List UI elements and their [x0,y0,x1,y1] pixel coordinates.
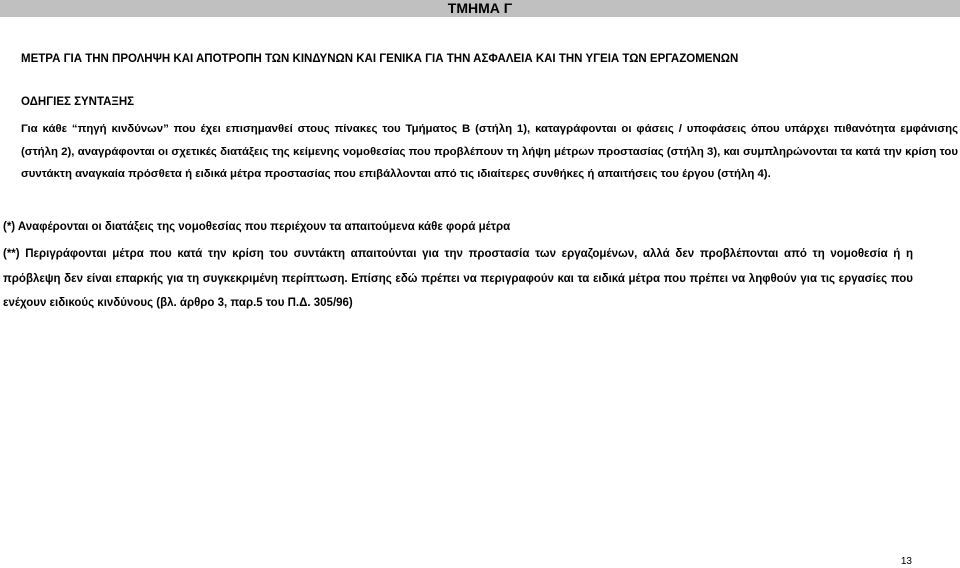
footnote-additional-measures: (**) Περιγράφονται μέτρα που κατά την κρίση του συντάκτη απαιτούνται για την προστασία των εργαζομένων, αλλά δεν προβλέπονται από τη νομοθεσία ή η πρόβλεψη δεν είναι επαρκής για τη συγκεκριμένη περίπτωση. Επίσης εδώ πρέπει να περιγραφούν και τα ειδικά μέτρα που πρέπει να ληφθούν για τις εργασίες που ενέχουν ειδικούς κινδύνους (βλ. άρθρο 3, παρ.5 του Π.Δ. 305/96) [3,248,913,309]
instructions-body: Για κάθε “πηγή κινδύνων” που έχει επισημανθεί στους πίνακες του Τμήματος Β (στήλη 1), καταγράφονται οι φάσεις / υποφάσεις όπου υπάρχει πιθανότητα εμφάνισης (στήλη 2), αναγράφονται οι σχετικές διατάξεις της κείμενης νομοθεσίας που προβλέπουν τη λήψη μέτρων προστασίας (στήλη 3), και συμπληρώνονται τα κατά την κρίση του συντάκτη αναγκαία πρόσθετα ή ειδικά μέτρα προστασίας που επιβάλλονται από τις ιδιαίτερες συνθήκες ή απαιτήσεις του έργου (στήλη 4). [21,123,958,180]
footnote-legislation: (*) Αναφέρονται οι διατάξεις της νομοθεσίας που περιέχουν τα απαιτούμενα κάθε φορά μέτρα [3,221,511,233]
instructions-heading: ΟΔΗΓΙΕΣ ΣΥΝΤΑΞΗΣ [21,96,135,108]
page-number: 13 [900,556,912,567]
section-header: ΤΜΗΜΑ Γ [0,0,960,17]
main-title: ΜΕΤΡΑ ΓΙΑ ΤΗΝ ΠΡΟΛΗΨΗ ΚΑΙ ΑΠΟΤΡΟΠΗ ΤΩΝ ΚΙΝΔΥΝΩΝ ΚΑΙ ΓΕΝΙΚΑ ΓΙΑ ΤΗΝ ΑΣΦΑΛΕΙΑ ΚΑΙ ΤΗΝ ΥΓΕΙΑ ΤΩΝ ΕΡΓΑΖΟΜΕΝΩΝ [21,53,739,65]
